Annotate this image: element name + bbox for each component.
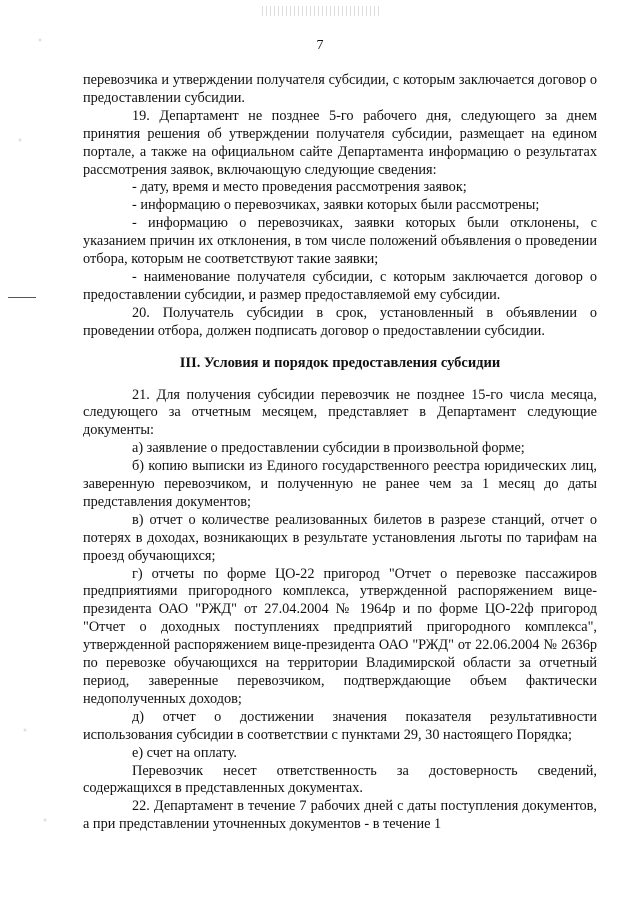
list-item-g: г) отчеты по форме ЦО-22 пригород "Отчет о перевозке пассажиров предприятиями пригородного комплекса, утвержденной распоряжением вице-президента ОАО "РЖД" от 27.04.2004 № 1964р и по форме ЦО-22ф пригород "Отчет о доходных поступлениях предприятий пригородного комплекса", утвержденной распоряжением вице-президента ОАО "РЖД" от 22.06.2004 № 2636р по перевозке обучающихся на территории Владимирской области за отчетный период, заверенные перевозчиком, подтверждающие объем фактически недополученных доходов;: [83, 565, 597, 707]
list-item-a: а) заявление о предоставлении субсидии в произвольной форме;: [132, 440, 525, 457]
scan-artifact: [262, 6, 382, 16]
page-number: 7: [316, 38, 324, 53]
document-body: [83, 72, 597, 834]
paragraph-21: 21. Для получения субсидии перевозчик не позднее 15-го числа месяца, следующего за отчетным месяцем, представляет в Департамент следующие документы:: [83, 386, 597, 439]
margin-mark: [8, 297, 36, 298]
section-heading: III. Условия и порядок предоставления субсидии: [179, 354, 501, 371]
list-item-reviewed: - информацию о перевозчиках, заявки которых были рассмотрены;: [132, 197, 540, 214]
paragraph-20: 20. Получатель субсидии в срок, установленный в объявлении о проведении отбора, должен подписать договор о предоставлении субсидии.: [83, 304, 597, 339]
list-item-recipient: - наименование получателя субсидии, с которым заключается договор о предоставлении субсидии, и размер предоставляемой ему субсидии.: [83, 268, 597, 303]
paragraph-responsibility: Перевозчик несет ответственность за достоверность сведений, содержащихся в представленных документах.: [83, 762, 597, 797]
scan-artifact-margin: [0, 0, 70, 905]
list-item-date: - дату, время и место проведения рассмотрения заявок;: [132, 179, 467, 196]
list-item-d: д) отчет о достижении значения показателя результативности использования субсидии в соответствии с пунктами 29, 30 настоящего Порядка;: [83, 708, 597, 743]
paragraph-22: 22. Департамент в течение 7 рабочих дней с даты поступления документов, а при представлении уточненных документов - в течение 1: [83, 798, 597, 833]
list-item-rejected: - информацию о перевозчиках, заявки которых были отклонены, с указанием причин их отклонения, в том числе положений объявления о проведении отбора, которым не соответствуют такие заявки;: [83, 215, 597, 268]
list-item-b: б) копию выписки из Единого государственного реестра юридических лиц, заверенную перевозчиком, и полученную не ранее чем за 1 месяц до даты представления документов;: [83, 458, 597, 510]
list-item-e: е) счет на оплату.: [132, 744, 237, 761]
paragraph-continuation: перевозчика и утверждении получателя субсидии, с которым заключается договор о предоставлении субсидии.: [83, 72, 597, 106]
list-item-v: в) отчет о количестве реализованных билетов в разрезе станций, отчет о потерях в доходах, возникающих в результате установления льготы по тарифам на проезд обучающихся;: [83, 511, 597, 564]
paragraph-19: 19. Департамент не позднее 5-го рабочего дня, следующего за днем принятия решения об утверждении получателя субсидии, размещает на едином портале, а также на официальном сайте Департамента информацию о результатах рассмотрения заявок, включающую следующие сведения:: [83, 107, 597, 178]
